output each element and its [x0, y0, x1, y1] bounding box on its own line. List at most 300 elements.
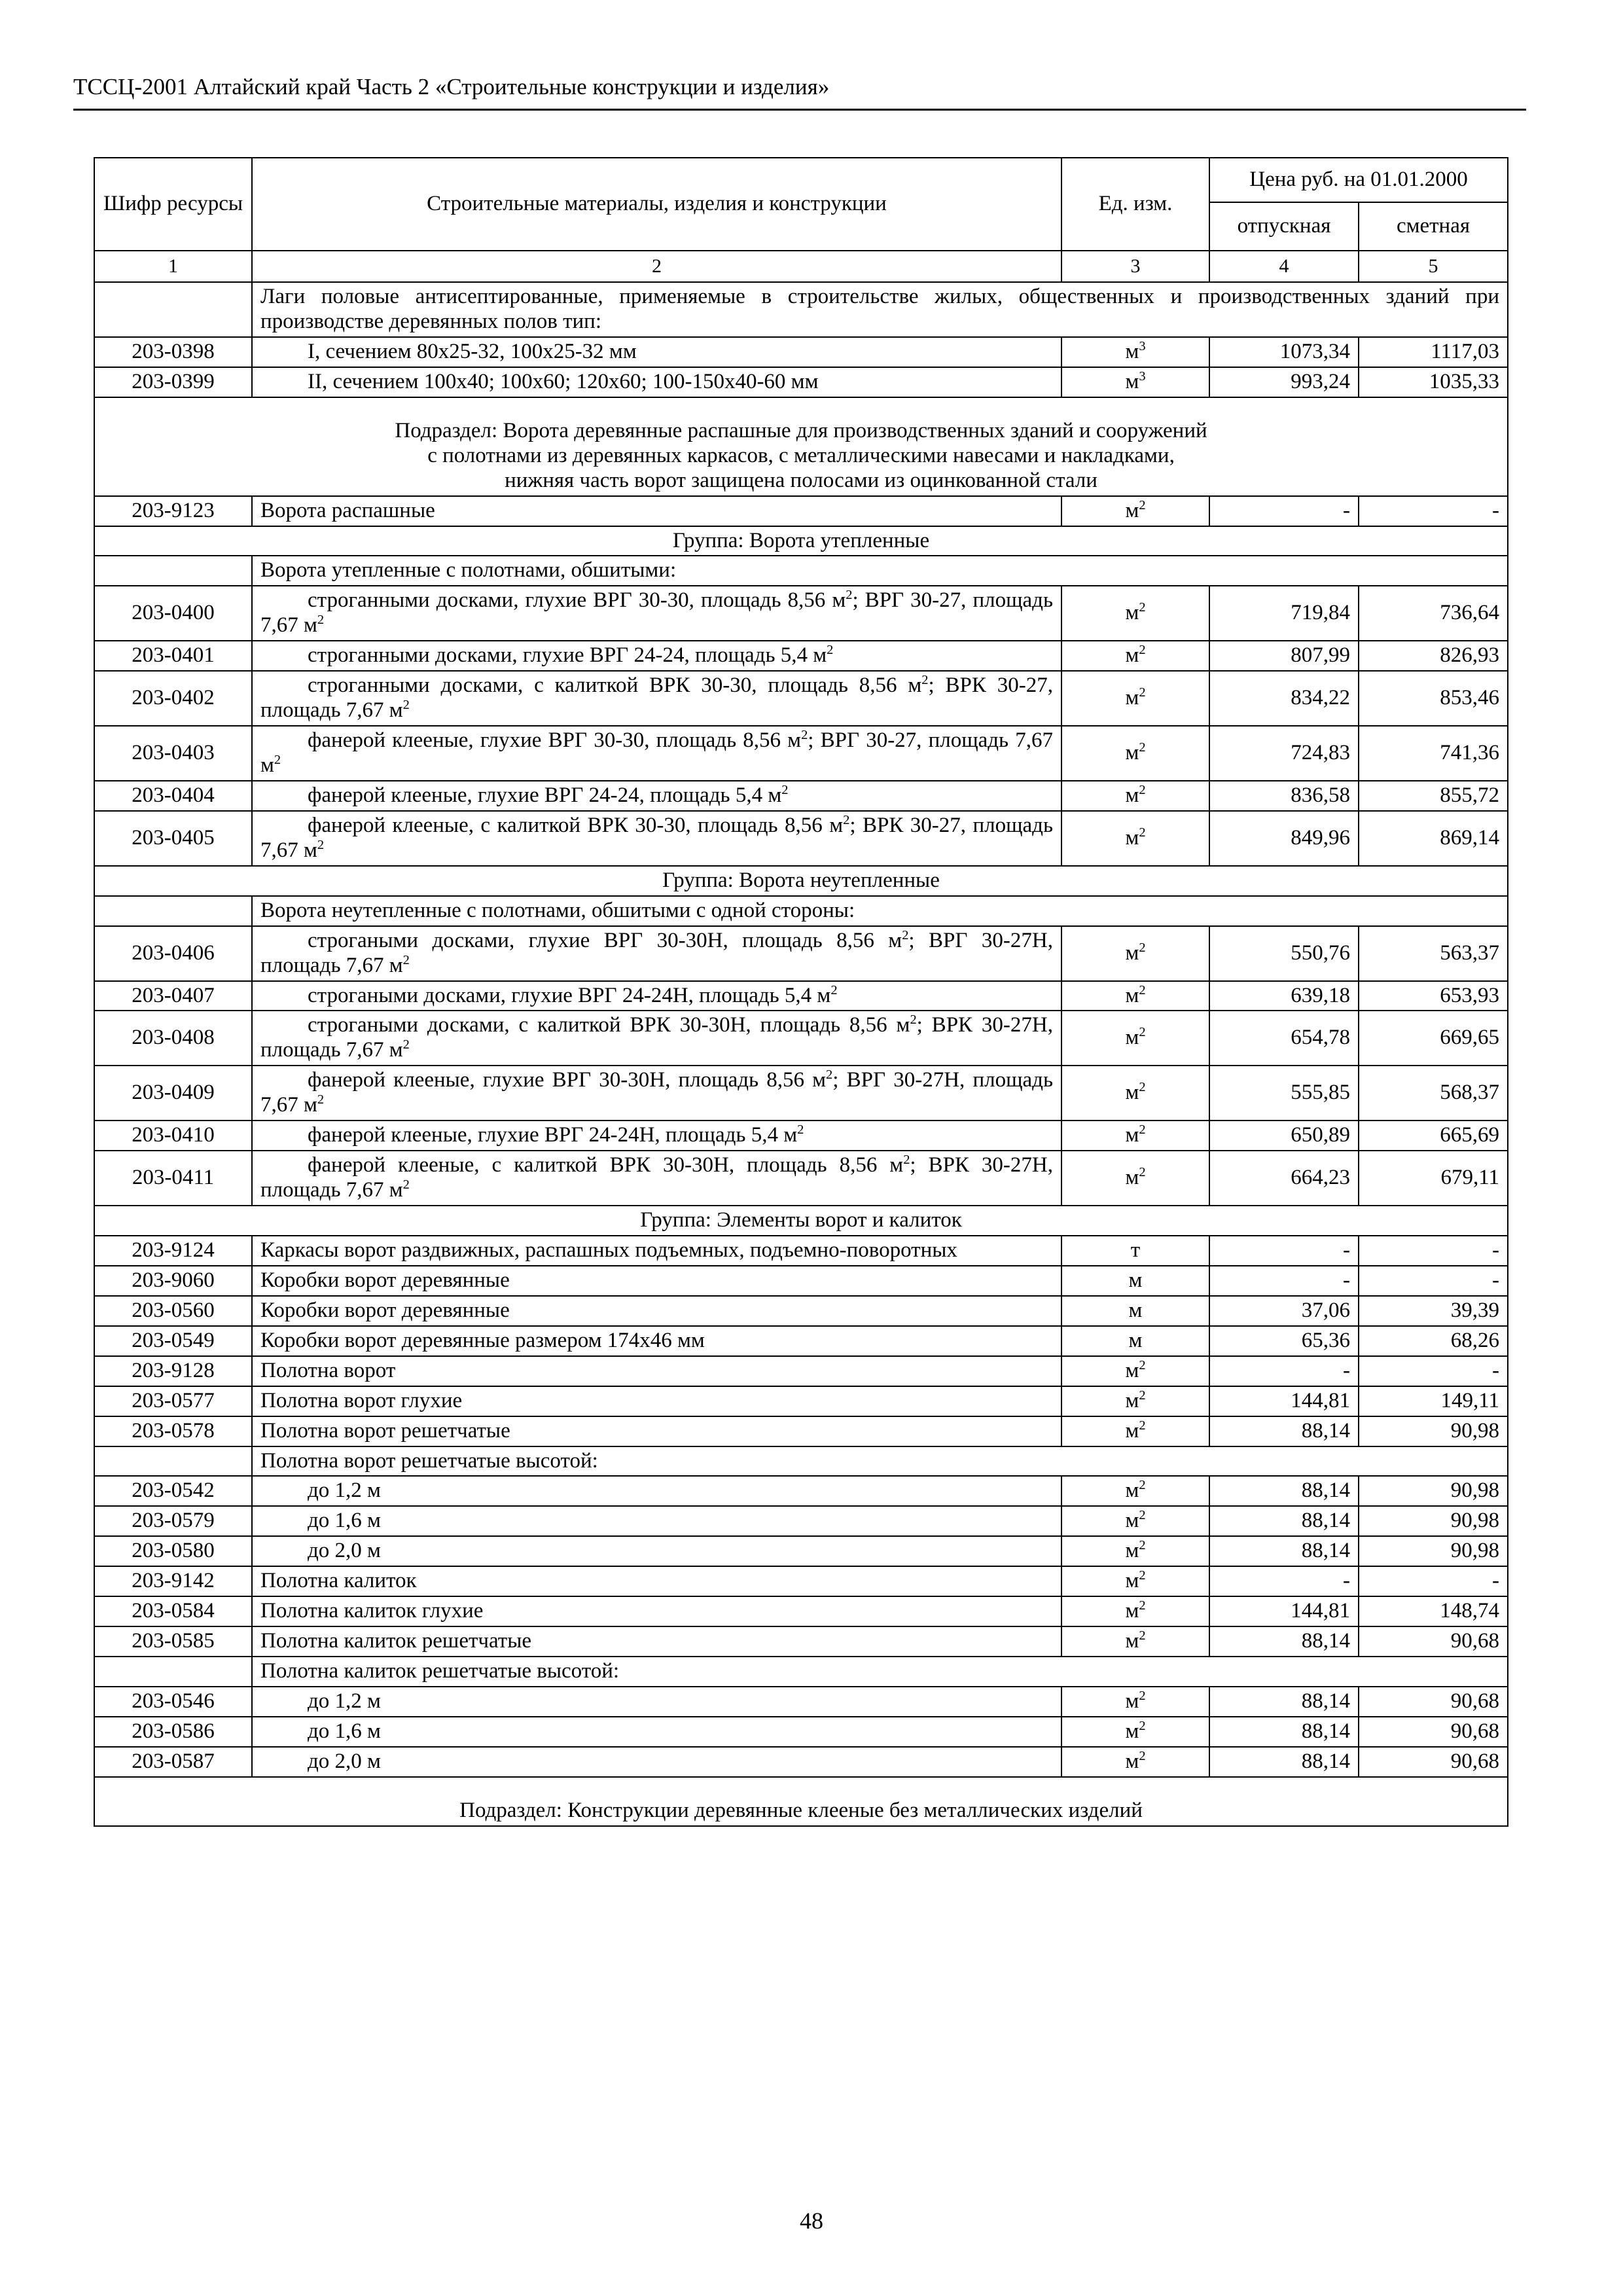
unit-text: м: [1125, 601, 1139, 625]
estimate-price: 563,37: [1359, 926, 1508, 981]
resource-code: 203-0584: [94, 1596, 252, 1626]
unit-exponent: 2: [1139, 685, 1146, 700]
text-segment: ; ВРГ 30-27, площадь 7,67 м: [260, 728, 1054, 777]
resource-code: 203-0560: [94, 1296, 252, 1326]
release-price: -: [1209, 496, 1359, 526]
table-row: [94, 1066, 1508, 1121]
release-price: 144,81: [1209, 1596, 1359, 1626]
material-name: [252, 367, 1061, 397]
group-title: Группа: Ворота неутепленные: [94, 866, 1508, 896]
material-name-text: [260, 643, 1053, 668]
unit-text: м: [1125, 1599, 1139, 1623]
table-row: [94, 1416, 1508, 1446]
text-segment: ; ВРК 30-27Н, площадь 7,67 м: [260, 1153, 1053, 1202]
table-row: [94, 1747, 1508, 1777]
release-price: 664,23: [1209, 1151, 1359, 1206]
release-price: 88,14: [1209, 1476, 1359, 1506]
unit-cell: [1061, 1121, 1209, 1151]
unit-cell: [1061, 367, 1209, 397]
unit-cell: [1061, 671, 1209, 726]
resource-code: 203-0399: [94, 367, 252, 397]
column-index-row: [94, 251, 1508, 282]
material-name: [252, 337, 1061, 367]
material-name: [252, 641, 1061, 671]
table-row: [94, 811, 1508, 866]
unit-exponent: 2: [1139, 1689, 1146, 1703]
estimate-price: 39,39: [1359, 1296, 1508, 1326]
superscript: 2: [902, 927, 909, 942]
column-index: 2: [252, 251, 1061, 282]
note-text: Ворота неутепленные с полотнами, обшитыми с одной стороны:: [252, 896, 1508, 926]
unit-text: м: [1125, 1388, 1139, 1412]
table-row: [94, 1011, 1508, 1066]
unit-text: м: [1125, 1358, 1139, 1382]
material-name: [252, 1687, 1061, 1717]
estimate-price: 665,69: [1359, 1121, 1508, 1151]
table-row: [94, 1536, 1508, 1566]
unit-text: м: [1125, 339, 1139, 363]
column-index: 4: [1209, 251, 1359, 282]
material-name-text: до 1,6 м: [308, 1719, 381, 1743]
material-name-text: Полотна калиток решетчатые: [260, 1629, 532, 1653]
note-row: [94, 556, 1508, 586]
release-price: -: [1209, 1356, 1359, 1386]
estimate-price: 1035,33: [1359, 367, 1508, 397]
material-name: [252, 781, 1061, 811]
subsection-row: [94, 397, 1508, 496]
resource-code: 203-0407: [94, 981, 252, 1011]
empty-code-cell: [94, 282, 252, 337]
material-name-text: до 2,0 м: [308, 1749, 381, 1773]
resource-code: 203-9060: [94, 1266, 252, 1296]
table-row: [94, 1626, 1508, 1657]
table-row: [94, 1506, 1508, 1536]
unit-cell: [1061, 586, 1209, 641]
material-name-text: [260, 814, 1053, 863]
estimate-price: -: [1359, 1266, 1508, 1296]
material-name: [252, 1326, 1061, 1356]
unit-cell: [1061, 1717, 1209, 1747]
estimate-price: 1117,03: [1359, 337, 1508, 367]
estimate-price: 90,68: [1359, 1626, 1508, 1657]
unit-text: м: [1125, 1123, 1139, 1147]
resource-code: 203-0406: [94, 926, 252, 981]
release-price: -: [1209, 1266, 1359, 1296]
superscript: 2: [801, 728, 808, 743]
superscript: 2: [903, 1153, 910, 1168]
estimate-price: 826,93: [1359, 641, 1508, 671]
unit-cell: [1061, 1326, 1209, 1356]
superscript: 2: [843, 812, 850, 827]
release-price: 550,76: [1209, 926, 1359, 981]
subsection-row: [94, 1777, 1508, 1826]
material-name: [252, 981, 1061, 1011]
unit-exponent: 2: [1139, 825, 1146, 840]
estimate-price: 568,37: [1359, 1066, 1508, 1121]
material-name: [252, 1476, 1061, 1506]
text-segment: строганными досками, глухие ВРГ 30-30, площадь 8,56 м: [308, 588, 846, 613]
material-name: [252, 1386, 1061, 1416]
table-row: [94, 1266, 1508, 1296]
group-row: [94, 1206, 1508, 1236]
group-row: [94, 866, 1508, 896]
table-row: [94, 496, 1508, 526]
resource-code: 203-0585: [94, 1626, 252, 1657]
text-segment: фанерой клееные, глухие ВРГ 30-30Н, площадь 8,56 м: [308, 1068, 827, 1092]
table-row: [94, 1566, 1508, 1596]
release-price: 88,14: [1209, 1506, 1359, 1536]
text-segment: ; ВРК 30-27Н, площадь 7,67 м: [260, 1013, 1053, 1062]
unit-cell: [1061, 496, 1209, 526]
superscript: 2: [317, 613, 325, 628]
page-header: ТССЦ-2001 Алтайский край Часть 2 «Строительные конструкции и изделия»: [73, 73, 1526, 111]
material-name-text: Коробки ворот деревянные размером 174х46 мм: [260, 1328, 705, 1352]
table-row: [94, 981, 1508, 1011]
text-segment: ; ВРК 30-27, площадь 7,67 м: [260, 673, 1053, 723]
superscript: 2: [827, 643, 834, 658]
estimate-price: -: [1359, 496, 1508, 526]
unit-cell: [1061, 641, 1209, 671]
release-price: 65,36: [1209, 1326, 1359, 1356]
material-name: [252, 1416, 1061, 1446]
unit-text: м: [1125, 983, 1139, 1007]
unit-text: м: [1125, 1749, 1139, 1773]
material-name: [252, 726, 1061, 781]
estimate-price: 90,98: [1359, 1476, 1508, 1506]
unit-cell: [1061, 726, 1209, 781]
material-name: [252, 1151, 1061, 1206]
unit-cell: [1061, 1476, 1209, 1506]
page-number: 48: [800, 2208, 823, 2234]
table-row: [94, 367, 1508, 397]
unit-cell: [1061, 1266, 1209, 1296]
unit-text: м: [1125, 1629, 1139, 1653]
table-row: [94, 586, 1508, 641]
superscript: 2: [402, 698, 410, 713]
material-name-text: Полотна ворот решетчатые: [260, 1418, 510, 1443]
material-name: [252, 1121, 1061, 1151]
unit-text: м: [1128, 1268, 1143, 1292]
price-table: [94, 157, 1508, 1827]
estimate-price: 149,11: [1359, 1386, 1508, 1416]
unit-text: м: [1125, 1509, 1139, 1533]
empty-code-cell: [94, 896, 252, 926]
resource-code: 203-0577: [94, 1386, 252, 1416]
unit-cell: [1061, 811, 1209, 866]
resource-code: 203-0578: [94, 1416, 252, 1446]
release-price: 88,14: [1209, 1747, 1359, 1777]
resource-code: 203-0408: [94, 1011, 252, 1066]
col-header-estimate-price: сметная: [1359, 202, 1508, 251]
unit-cell: [1061, 337, 1209, 367]
table-row: [94, 1121, 1508, 1151]
unit-cell: [1061, 926, 1209, 981]
unit-exponent: 2: [1139, 1718, 1146, 1733]
resource-code: 203-0409: [94, 1066, 252, 1121]
table-row: [94, 1326, 1508, 1356]
release-price: 1073,34: [1209, 337, 1359, 367]
group-title: Группа: Ворота утепленные: [94, 526, 1508, 556]
release-price: 639,18: [1209, 981, 1359, 1011]
estimate-price: 869,14: [1359, 811, 1508, 866]
unit-cell: [1061, 1236, 1209, 1266]
release-price: 144,81: [1209, 1386, 1359, 1416]
table-row: [94, 1151, 1508, 1206]
estimate-price: -: [1359, 1236, 1508, 1266]
unit-exponent: 2: [1139, 1122, 1146, 1138]
estimate-price: 741,36: [1359, 726, 1508, 781]
table-row: [94, 1386, 1508, 1416]
text-segment: фанерой клееные, глухие ВРГ 24-24, площадь 5,4 м: [308, 783, 782, 807]
material-name-text: Полотна калиток: [260, 1569, 417, 1593]
material-name: [252, 1266, 1061, 1296]
material-name: [252, 811, 1061, 866]
group-title: Группа: Элементы ворот и калиток: [94, 1206, 1508, 1236]
material-name-text: [260, 1013, 1053, 1063]
unit-exponent: 2: [1139, 1598, 1146, 1613]
unit-exponent: 2: [1139, 1508, 1146, 1523]
col-header-release-price: отпускная: [1209, 202, 1359, 251]
text-segment: фанерой клееные, с калиткой ВРК 30-30, площадь 8,56 м: [308, 813, 844, 837]
text-segment: фанерой клееные, глухие ВРГ 24-24Н, площадь 5,4 м: [308, 1123, 798, 1147]
unit-text: м: [1125, 1026, 1139, 1050]
unit-cell: [1061, 1151, 1209, 1206]
text-segment: ; ВРГ 30-27Н, площадь 7,67 м: [260, 1068, 1053, 1117]
material-name: [252, 1066, 1061, 1121]
text-segment: ; ВРК 30-27, площадь 7,67 м: [260, 813, 1053, 862]
unit-cell: [1061, 1386, 1209, 1416]
estimate-price: 853,46: [1359, 671, 1508, 726]
release-price: 724,83: [1209, 726, 1359, 781]
text-segment: ; ВРГ 30-27Н, площадь 7,67 м: [260, 928, 1053, 977]
table-row: [94, 337, 1508, 367]
release-price: 88,14: [1209, 1687, 1359, 1717]
material-name-text: [260, 1153, 1053, 1203]
release-price: 88,14: [1209, 1416, 1359, 1446]
unit-text: м: [1125, 1418, 1139, 1443]
note-text: Полотна ворот решетчатые высотой:: [252, 1446, 1508, 1477]
release-price: 650,89: [1209, 1121, 1359, 1151]
resource-code: 203-0579: [94, 1506, 252, 1536]
text-segment: строгаными досками, с калиткой ВРК 30-30Н, площадь 8,56 м: [308, 1013, 910, 1037]
superscript: 2: [830, 982, 838, 997]
unit-exponent: 2: [1139, 1165, 1146, 1180]
unit-cell: [1061, 1011, 1209, 1066]
text-segment: строганными досками, с калиткой ВРК 30-30, площадь 8,56 м: [308, 673, 922, 698]
release-price: 88,14: [1209, 1717, 1359, 1747]
resource-code: 203-0405: [94, 811, 252, 866]
unit-exponent: 2: [1139, 740, 1146, 755]
table-row: [94, 1356, 1508, 1386]
estimate-price: 90,68: [1359, 1717, 1508, 1747]
table-row: [94, 1236, 1508, 1266]
resource-code: 203-9124: [94, 1236, 252, 1266]
text-segment: фанерой клееные, с калиткой ВРК 30-30Н, площадь 8,56 м: [308, 1153, 904, 1177]
column-index: 3: [1061, 251, 1209, 282]
release-price: 555,85: [1209, 1066, 1359, 1121]
material-name: [252, 586, 1061, 641]
superscript: 2: [274, 753, 281, 767]
release-price: 88,14: [1209, 1626, 1359, 1657]
superscript: 2: [921, 673, 929, 688]
material-name-text: [260, 984, 1053, 1009]
group-row: [94, 526, 1508, 556]
unit-cell: [1061, 1596, 1209, 1626]
text-segment: строганными досками, глухие ВРГ 24-24, площадь 5,4 м: [308, 643, 827, 668]
table-body: [94, 282, 1508, 1826]
unit-cell: [1061, 1416, 1209, 1446]
resource-code: 203-0549: [94, 1326, 252, 1356]
text-segment: строгаными досками, глухие ВРГ 24-24Н, площадь 5,4 м: [308, 983, 831, 1007]
estimate-price: 855,72: [1359, 781, 1508, 811]
table-row: [94, 1717, 1508, 1747]
release-price: 849,96: [1209, 811, 1359, 866]
superscript: 2: [910, 1013, 917, 1028]
superscript: 2: [826, 1067, 833, 1083]
empty-code-cell: [94, 1657, 252, 1687]
table-row: [94, 671, 1508, 726]
unit-exponent: 2: [1139, 600, 1146, 615]
subsection-title-line: нижняя часть ворот защищена полосами из оцинкованной стали: [505, 468, 1097, 492]
material-name: [252, 1717, 1061, 1747]
resource-code: 203-0586: [94, 1717, 252, 1747]
release-price: 88,14: [1209, 1536, 1359, 1566]
superscript: 2: [797, 1122, 804, 1138]
material-name-text: [260, 929, 1053, 978]
unit-cell: [1061, 1536, 1209, 1566]
table-row: [94, 781, 1508, 811]
empty-code-cell: [94, 1446, 252, 1477]
table-row: [94, 726, 1508, 781]
material-name-text: до 2,0 м: [308, 1539, 381, 1563]
release-price: 834,22: [1209, 671, 1359, 726]
unit-text: м: [1125, 498, 1139, 522]
resource-code: 203-0580: [94, 1536, 252, 1566]
estimate-price: 679,11: [1359, 1151, 1508, 1206]
subsection-title-line: Подраздел: Конструкции деревянные клееные без металлических изделий: [459, 1798, 1143, 1822]
superscript: 2: [402, 1037, 410, 1052]
estimate-price: -: [1359, 1356, 1508, 1386]
unit-exponent: 2: [1139, 1025, 1146, 1040]
estimate-price: 736,64: [1359, 586, 1508, 641]
resource-code: 203-0587: [94, 1747, 252, 1777]
release-price: 719,84: [1209, 586, 1359, 641]
table-row: [94, 1476, 1508, 1506]
subsection-title: [94, 397, 1508, 496]
unit-text: м: [1125, 686, 1139, 710]
unit-cell: [1061, 1747, 1209, 1777]
material-name: [252, 1236, 1061, 1266]
material-name: [252, 1356, 1061, 1386]
unit-cell: [1061, 1687, 1209, 1717]
estimate-price: -: [1359, 1566, 1508, 1596]
unit-text: м: [1125, 825, 1139, 850]
unit-exponent: 2: [1139, 497, 1146, 512]
col-header-price: Цена руб. на 01.01.2000: [1209, 158, 1508, 202]
material-name: [252, 1566, 1061, 1596]
unit-text: м: [1125, 1081, 1139, 1105]
estimate-price: 90,98: [1359, 1536, 1508, 1566]
estimate-price: 90,68: [1359, 1687, 1508, 1717]
unit-cell: [1061, 981, 1209, 1011]
material-name-text: Каркасы ворот раздвижных, распашных подъемных, подъемно-поворотных: [260, 1238, 957, 1262]
note-text: Лаги половые антисептированные, применяемые в строительстве жилых, общественных и производственных зданий при производстве деревянных полов тип:: [252, 282, 1508, 337]
unit-cell: [1061, 1506, 1209, 1536]
unit-cell: [1061, 1066, 1209, 1121]
release-price: 37,06: [1209, 1296, 1359, 1326]
table-row: [94, 1296, 1508, 1326]
unit-exponent: 2: [1139, 643, 1146, 658]
estimate-price: 90,98: [1359, 1416, 1508, 1446]
material-name-text: до 1,6 м: [308, 1509, 381, 1533]
text-segment: фанерой клееные, глухие ВРГ 30-30, площадь 8,56 м: [308, 728, 802, 753]
column-index: 1: [94, 251, 252, 282]
note-row: [94, 1657, 1508, 1687]
table-row: [94, 1687, 1508, 1717]
superscript: 2: [317, 1092, 325, 1107]
resource-code: 203-0402: [94, 671, 252, 726]
column-index: 5: [1359, 251, 1508, 282]
subsection-title: [94, 1777, 1508, 1826]
resource-code: 203-0403: [94, 726, 252, 781]
empty-code-cell: [94, 556, 252, 586]
material-name-text: Ворота распашные: [260, 498, 435, 522]
note-row: [94, 896, 1508, 926]
release-price: -: [1209, 1236, 1359, 1266]
release-price: -: [1209, 1566, 1359, 1596]
table-row: [94, 1596, 1508, 1626]
note-row: [94, 282, 1508, 337]
estimate-price: 90,98: [1359, 1506, 1508, 1536]
unit-cell: [1061, 1626, 1209, 1657]
superscript: 2: [317, 837, 325, 852]
material-name: [252, 1506, 1061, 1536]
superscript: 2: [402, 1177, 410, 1193]
material-name: [252, 1011, 1061, 1066]
unit-cell: [1061, 1296, 1209, 1326]
resource-code: 203-0546: [94, 1687, 252, 1717]
col-header-unit: Ед. изм.: [1061, 158, 1209, 251]
unit-text: м: [1125, 941, 1139, 965]
unit-text: м: [1125, 783, 1139, 807]
material-name-text: [260, 673, 1053, 723]
unit-cell: [1061, 1566, 1209, 1596]
text-segment: ; ВРГ 30-27, площадь 7,67 м: [260, 588, 1053, 637]
unit-text: м: [1125, 1689, 1139, 1713]
resource-code: 203-0542: [94, 1476, 252, 1506]
resource-code: 203-0398: [94, 337, 252, 367]
resource-code: 203-0400: [94, 586, 252, 641]
unit-exponent: 2: [1139, 1080, 1146, 1095]
resource-code: 203-9142: [94, 1566, 252, 1596]
unit-text: м: [1128, 1328, 1143, 1352]
material-name-text: [260, 728, 1053, 778]
estimate-price: 90,68: [1359, 1747, 1508, 1777]
release-price: 807,99: [1209, 641, 1359, 671]
unit-exponent: 2: [1139, 1568, 1146, 1583]
unit-text: м: [1125, 1539, 1139, 1563]
material-name-text: Полотна ворот: [260, 1358, 396, 1382]
unit-exponent: 2: [1139, 982, 1146, 997]
material-name-text: [260, 588, 1053, 638]
material-name: [252, 1747, 1061, 1777]
estimate-price: 68,26: [1359, 1326, 1508, 1356]
resource-code: 203-0410: [94, 1121, 252, 1151]
note-row: [94, 1446, 1508, 1477]
material-name-text: Коробки ворот деревянные: [260, 1298, 510, 1322]
unit-text: т: [1130, 1238, 1141, 1262]
superscript: 2: [781, 782, 789, 797]
